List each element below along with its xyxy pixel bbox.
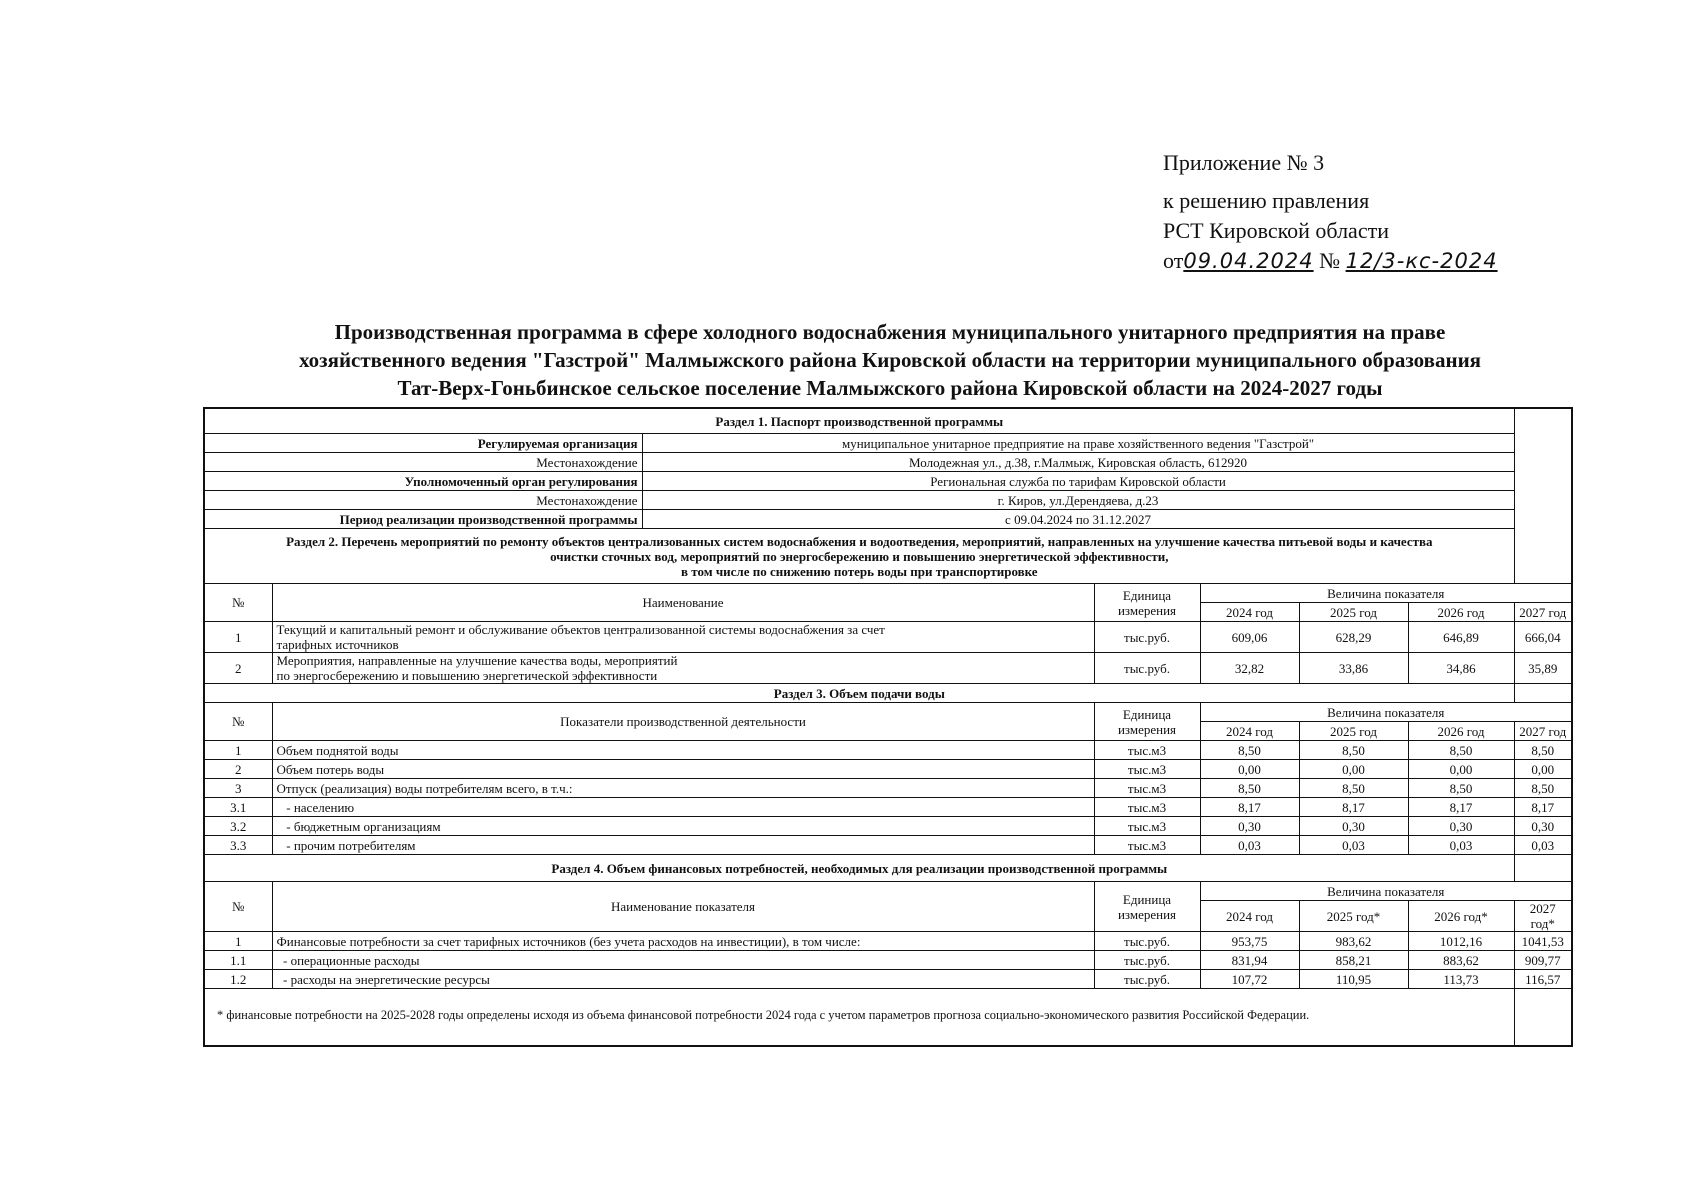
row-unit: тыс.м3: [1094, 798, 1200, 817]
row-name-line-1: Мероприятия, направленные на улучшение качества воды, мероприятий: [276, 653, 678, 668]
row-value: 35,89: [1514, 653, 1572, 684]
year-header: 2026 год*: [1408, 901, 1514, 932]
section4-column-header: [204, 882, 1572, 901]
col-unit: Единица измерения: [1094, 584, 1200, 622]
row-value: 32,82: [1200, 653, 1299, 684]
passport-value: Региональная служба по тарифам Кировской области: [642, 472, 1514, 491]
row-name-line-1: Текущий и капитальный ремонт и обслуживание объектов централизованной системы водоснабжения за счет: [276, 622, 885, 637]
row-value: 646,89: [1408, 622, 1514, 653]
row-name: [272, 622, 1094, 653]
row-value: 8,17: [1514, 798, 1572, 817]
row-value: 628,29: [1299, 622, 1408, 653]
passport-label: Регулируемая организация: [204, 434, 642, 453]
row-value: 8,50: [1408, 741, 1514, 760]
title-line-2: хозяйственного ведения "Газстрой" Малмыжского района Кировской области на территории муниципального образования: [298, 348, 1482, 372]
year-header: 2024 год: [1200, 603, 1299, 622]
year-header: 2027 год: [1514, 722, 1572, 741]
col-name: Наименование показателя: [272, 882, 1094, 932]
section4-header-row: [204, 855, 1572, 882]
passport-label: Местонахождение: [204, 491, 642, 510]
row-value: 8,50: [1408, 779, 1514, 798]
row-name: - операционные расходы: [272, 951, 1094, 970]
col-number: №: [204, 703, 272, 741]
row-value: 8,50: [1299, 741, 1408, 760]
number-prefix: №: [1319, 248, 1341, 273]
row-number: 1.2: [204, 970, 272, 989]
row-unit: тыс.м3: [1094, 817, 1200, 836]
row-number: 2: [204, 760, 272, 779]
passport-label: Местонахождение: [204, 453, 642, 472]
annex-line-1: Приложение № 3: [1163, 150, 1325, 175]
row-value: 0,30: [1408, 817, 1514, 836]
row-number: 1.1: [204, 951, 272, 970]
year-header: 2026 год: [1408, 603, 1514, 622]
row-unit: тыс.м3: [1094, 836, 1200, 855]
row-value: 33,86: [1299, 653, 1408, 684]
section1-header-row: [204, 408, 1572, 434]
row-value: 0,03: [1200, 836, 1299, 855]
passport-row: [204, 510, 1572, 529]
row-value: 0,00: [1408, 760, 1514, 779]
row-unit: тыс.руб.: [1094, 622, 1200, 653]
section1-title: Раздел 1. Паспорт производственной программы: [204, 408, 1514, 434]
table-row: [204, 779, 1572, 798]
production-program-table: [203, 407, 1573, 1047]
passport-row: [204, 453, 1572, 472]
table-row: [204, 741, 1572, 760]
row-value: 0,03: [1299, 836, 1408, 855]
section3-title: Раздел 3. Объем подачи воды: [204, 684, 1514, 703]
col-value: Величина показателя: [1200, 882, 1572, 901]
row-number: 1: [204, 622, 272, 653]
row-unit: тыс.руб.: [1094, 951, 1200, 970]
row-value: 8,50: [1514, 779, 1572, 798]
section3-column-header: [204, 703, 1572, 722]
row-value: 113,73: [1408, 970, 1514, 989]
year-header: 2027 год*: [1514, 901, 1572, 932]
col-value: Величина показателя: [1200, 703, 1572, 722]
row-name: - прочим потребителям: [272, 836, 1094, 855]
row-value: 8,17: [1200, 798, 1299, 817]
row-name-line-2: тарифных источников: [276, 637, 399, 652]
row-value: 666,04: [1514, 622, 1572, 653]
title-line-1: Производственная программа в сфере холодного водоснабжения муниципального унитарного предприятия на праве: [334, 320, 1446, 344]
row-name: Объем потерь воды: [272, 760, 1094, 779]
row-value: 1012,16: [1408, 932, 1514, 951]
row-number: 2: [204, 653, 272, 684]
row-number: 3: [204, 779, 272, 798]
col-unit: Единица измерения: [1094, 882, 1200, 932]
row-value: 1041,53: [1514, 932, 1572, 951]
row-value: 8,50: [1200, 741, 1299, 760]
row-value: 8,17: [1299, 798, 1408, 817]
row-name: - бюджетным организациям: [272, 817, 1094, 836]
table-row: [204, 622, 1572, 653]
row-unit: тыс.м3: [1094, 779, 1200, 798]
row-value: 831,94: [1200, 951, 1299, 970]
section2-title-line-1: Раздел 2. Перечень мероприятий по ремонту объектов централизованных систем водоснабжения и водоотведения, мероприятий, направленных на улучшение качества питьевой воды и качества: [286, 533, 1433, 549]
title-line-3: Тат-Верх-Гоньбинское сельское поселение Малмыжского района Кировской области на 2024-2027 годы: [397, 376, 1383, 400]
year-header: 2025 год: [1299, 603, 1408, 622]
passport-row: [204, 491, 1572, 510]
row-value: 34,86: [1408, 653, 1514, 684]
row-unit: тыс.руб.: [1094, 653, 1200, 684]
footnote: * финансовые потребности на 2025-2028 годы определены исходя из объема финансовой потребности 2024 года с учетом параметров прогноза социально-экономического развития Российской Федерации.: [204, 989, 1514, 1047]
passport-row: [204, 434, 1572, 453]
row-value: 0,03: [1514, 836, 1572, 855]
col-unit: Единица измерения: [1094, 703, 1200, 741]
year-header: 2024 год: [1200, 901, 1299, 932]
row-name: - населению: [272, 798, 1094, 817]
annex-date-line: [1163, 246, 1498, 276]
year-header: 2024 год: [1200, 722, 1299, 741]
row-number: 3.1: [204, 798, 272, 817]
row-value: 0,00: [1514, 760, 1572, 779]
row-value: 0,03: [1408, 836, 1514, 855]
row-value: 0,30: [1299, 817, 1408, 836]
row-unit: тыс.руб.: [1094, 970, 1200, 989]
passport-label: Период реализации производственной программы: [204, 510, 642, 529]
row-value: 883,62: [1408, 951, 1514, 970]
footnote-row: [204, 989, 1572, 1047]
row-name: [272, 653, 1094, 684]
section3-header-row: [204, 684, 1572, 703]
row-name: Финансовые потребности за счет тарифных источников (без учета расходов на инвестиции), в том числе:: [272, 932, 1094, 951]
row-value: 107,72: [1200, 970, 1299, 989]
passport-value: с 09.04.2024 по 31.12.2027: [642, 510, 1514, 529]
annex-block: [1163, 148, 1498, 276]
row-unit: тыс.руб.: [1094, 932, 1200, 951]
passport-row: [204, 472, 1572, 491]
row-value: 953,75: [1200, 932, 1299, 951]
section2-title: [204, 529, 1514, 584]
row-name: Объем поднятой воды: [272, 741, 1094, 760]
row-unit: тыс.м3: [1094, 760, 1200, 779]
year-header: 2027 год: [1514, 603, 1572, 622]
passport-value: г. Киров, ул.Дерендяева, д.23: [642, 491, 1514, 510]
year-header: 2025 год*: [1299, 901, 1408, 932]
row-value: 909,77: [1514, 951, 1572, 970]
col-value: Величина показателя: [1200, 584, 1572, 603]
year-header: 2025 год: [1299, 722, 1408, 741]
row-value: 0,30: [1200, 817, 1299, 836]
row-value: 0,30: [1514, 817, 1572, 836]
row-value: 8,17: [1408, 798, 1514, 817]
table-row: [204, 653, 1572, 684]
row-name: - расходы на энергетические ресурсы: [272, 970, 1094, 989]
col-number: №: [204, 882, 272, 932]
table-row: [204, 951, 1572, 970]
col-name: Наименование: [272, 584, 1094, 622]
table-row: [204, 817, 1572, 836]
row-value: 0,00: [1200, 760, 1299, 779]
annex-line-2: к решению правления: [1163, 188, 1370, 213]
row-value: 983,62: [1299, 932, 1408, 951]
section4-title: Раздел 4. Объем финансовых потребностей, необходимых для реализации производственной программы: [204, 855, 1514, 882]
row-name: Отпуск (реализация) воды потребителям всего, в т.ч.:: [272, 779, 1094, 798]
table-row: [204, 836, 1572, 855]
passport-value: муниципальное унитарное предприятие на праве хозяйственного ведения "Газстрой": [642, 434, 1514, 453]
document-title: [200, 318, 1580, 402]
passport-value: Молодежная ул., д.38, г.Малмыж, Кировская область, 612920: [642, 453, 1514, 472]
row-number: 3.2: [204, 817, 272, 836]
row-name-line-2: по энергосбережению и повышению энергетической эффективности: [276, 668, 658, 683]
handwritten-date: 09.04.2024: [1183, 249, 1314, 273]
table-row: [204, 798, 1572, 817]
date-prefix: от: [1163, 248, 1184, 273]
section2-title-line-2: очистки сточных вод, мероприятий по энергосбережению и повышению энергетической эффективности,: [550, 548, 1169, 564]
row-number: 1: [204, 932, 272, 951]
col-name: Показатели производственной деятельности: [272, 703, 1094, 741]
table-row: [204, 932, 1572, 951]
row-number: 3.3: [204, 836, 272, 855]
row-value: 8,50: [1200, 779, 1299, 798]
row-value: 110,95: [1299, 970, 1408, 989]
row-value: 858,21: [1299, 951, 1408, 970]
row-value: 8,50: [1514, 741, 1572, 760]
year-header: 2026 год: [1408, 722, 1514, 741]
col-number: №: [204, 584, 272, 622]
section2-title-line-3: в том числе по снижению потерь воды при транспортировке: [681, 563, 1038, 579]
row-value: 8,50: [1299, 779, 1408, 798]
annex-line-3: РСТ Кировской области: [1163, 218, 1389, 243]
section2-column-header: [204, 584, 1572, 603]
section2-header-row: [204, 529, 1572, 584]
row-value: 609,06: [1200, 622, 1299, 653]
row-value: 116,57: [1514, 970, 1572, 989]
row-number: 1: [204, 741, 272, 760]
table-row: [204, 760, 1572, 779]
passport-label: Уполномоченный орган регулирования: [204, 472, 642, 491]
handwritten-number: 12/3-кс-2024: [1345, 249, 1498, 273]
row-unit: тыс.м3: [1094, 741, 1200, 760]
table-row: [204, 970, 1572, 989]
row-value: 0,00: [1299, 760, 1408, 779]
